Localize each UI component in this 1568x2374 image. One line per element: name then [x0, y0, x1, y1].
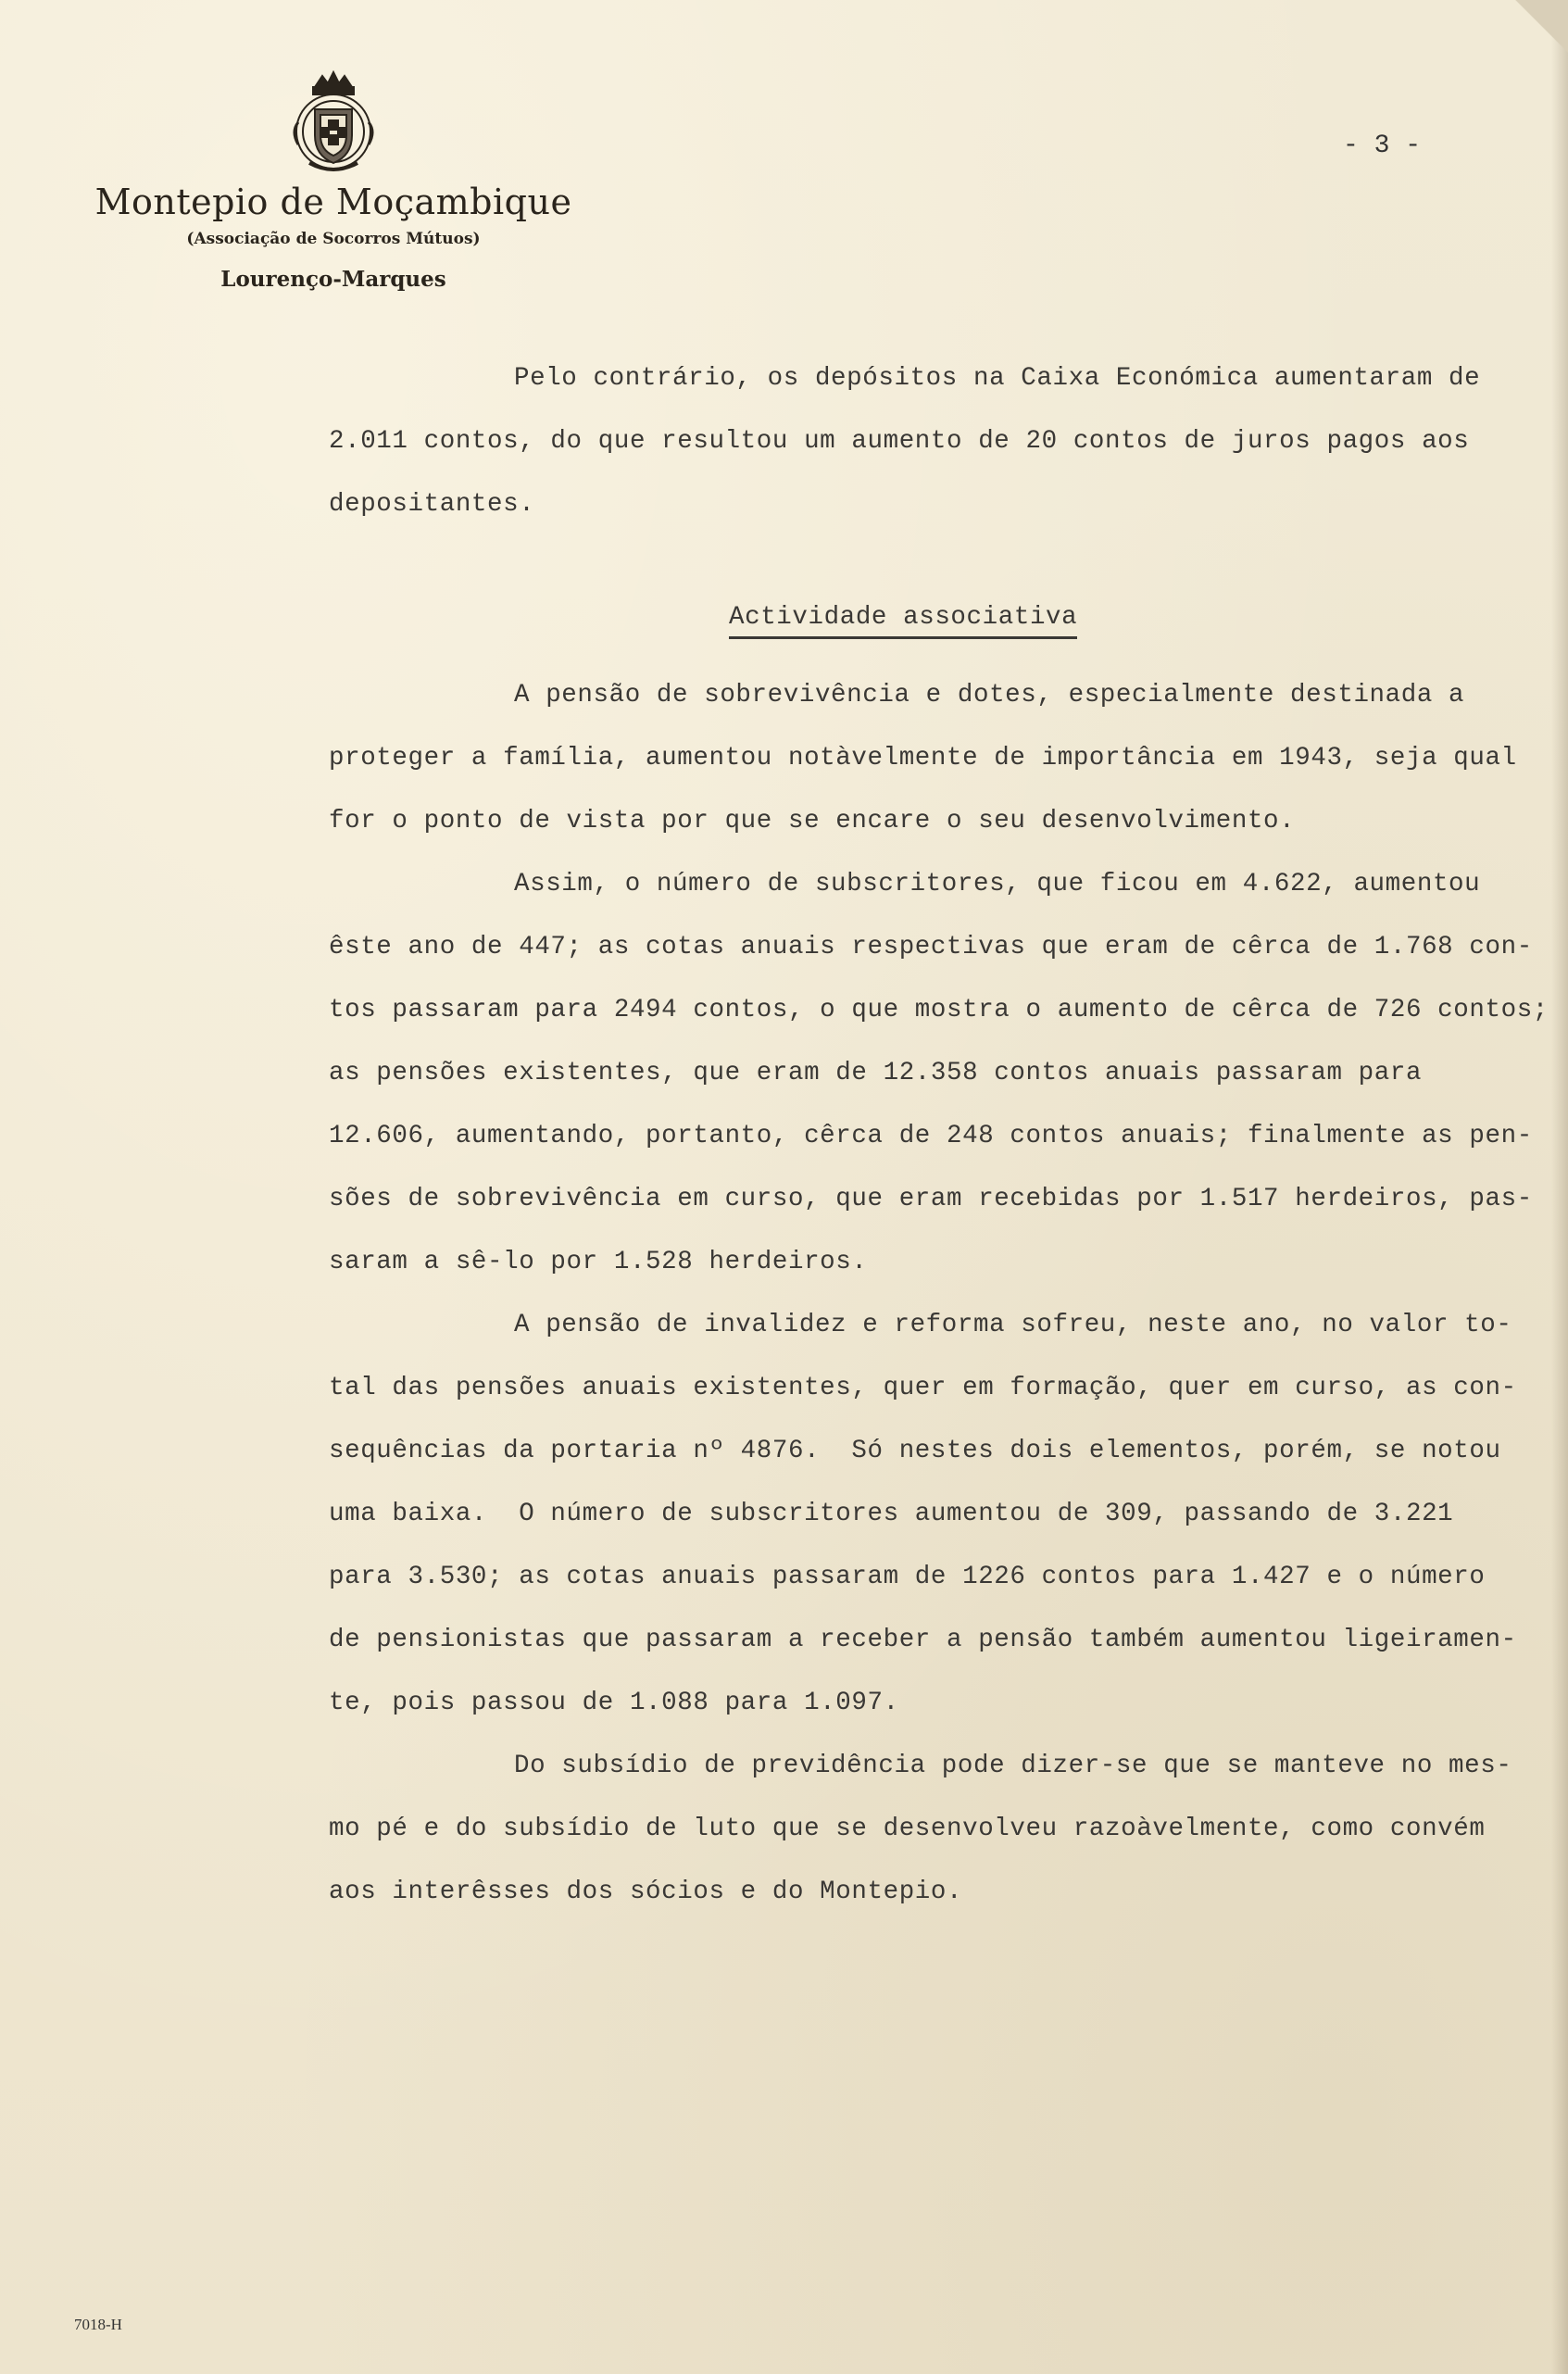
- text-line: sões de sobrevivência em curso, que eram recebidas por 1.517 herdeiros, pas-: [329, 1185, 1533, 1213]
- text-line: A pensão de invalidez e reforma sofreu, neste ano, no valor to-: [514, 1311, 1512, 1339]
- text-line: para 3.530; as cotas anuais passaram de 1226 contos para 1.427 e o número: [329, 1563, 1486, 1591]
- text-line: A pensão de sobrevivência e dotes, especialmente destinada a: [514, 681, 1465, 710]
- section-heading-block: [329, 536, 1505, 664]
- text-line: depositantes.: [329, 490, 535, 519]
- document-body: [329, 347, 1549, 1924]
- letterhead: [56, 67, 611, 292]
- text-line: uma baixa. O número de subscritores aumentou de 309, passando de 3.221: [329, 1500, 1454, 1528]
- text-line: de pensionistas que passaram a receber a pensão também aumentou ligeiramen-: [329, 1626, 1517, 1654]
- page-edge-shadow: [1551, 0, 1568, 2374]
- text-line: 2.011 contos, do que resultou um aumento de 20 contos de juros pagos aos: [329, 427, 1470, 456]
- text-line: sequências da portaria nº 4876. Só nestes dois elementos, porém, se notou: [329, 1437, 1501, 1465]
- org-subtitle: (Associação de Socorros Mútuos): [186, 229, 481, 248]
- text-line: tal das pensões anuais existentes, quer em formação, quer em curso, as con-: [329, 1374, 1517, 1402]
- text-line: Pelo contrário, os depósitos na Caixa Económica aumentaram de: [514, 364, 1481, 393]
- page-number: - 3 -: [1343, 132, 1422, 160]
- text-line: saram a sê-lo por 1.528 herdeiros.: [329, 1248, 868, 1276]
- text-line: proteger a família, aumentou notàvelmente de importância em 1943, seja qual: [329, 744, 1517, 772]
- text-line: 12.606, aumentando, portanto, cêrca de 248 contos anuais; finalmente as pen-: [329, 1122, 1533, 1150]
- text-line: tos passaram para 2494 contos, o que mostra o aumento de cêrca de 726 contos;: [329, 996, 1549, 1024]
- text-line: te, pois passou de 1.088 para 1.097.: [329, 1689, 899, 1717]
- text-line: êste ano de 447; as cotas anuais respectivas que eram de cêrca de 1.768 con-: [329, 933, 1533, 961]
- form-code: 7018-H: [74, 2316, 122, 2333]
- org-name: Montepio de Moçambique: [94, 182, 572, 222]
- page-corner-tear: [1503, 0, 1568, 65]
- text-line: for o ponto de vista por que se encare o seu desenvolvimento.: [329, 807, 1296, 835]
- section-heading: Actividade associativa: [729, 599, 1077, 639]
- coat-of-arms-icon: [278, 67, 389, 178]
- text-line: Do subsídio de previdência pode dizer-se que se manteve no mes-: [514, 1752, 1512, 1780]
- text-line: Assim, o número de subscritores, que ficou em 4.622, aumentou: [514, 870, 1481, 898]
- text-line: as pensões existentes, que eram de 12.358 contos anuais passaram para: [329, 1059, 1423, 1087]
- text-line: mo pé e do subsídio de luto que se desenvolveu razoàvelmente, como convém: [329, 1815, 1486, 1843]
- text-line: aos interêsses dos sócios e do Montepio.: [329, 1878, 963, 1906]
- org-city: Lourenço-Marques: [220, 266, 446, 292]
